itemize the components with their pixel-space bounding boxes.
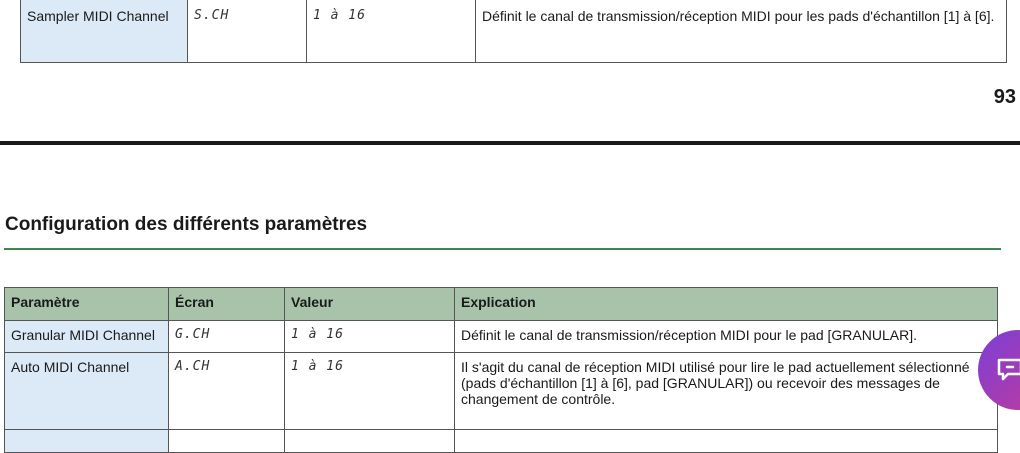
explanation-cell: Il s'agit du canal de réception MIDI utilisé pour lire le pad actuellement sélectionné (pads d'échantillon [1] à [6], pad [GRANULAR]) ou recevoir des messages de changement de contrôle.	[455, 353, 998, 430]
header-screen: Écran	[169, 288, 285, 321]
table-row	[5, 321, 998, 353]
screen-cell: G.CH	[169, 321, 285, 353]
param-cell: Sampler MIDI Channel	[21, 0, 188, 63]
value-cell: 1 à 16	[285, 321, 455, 353]
parameters-table	[4, 287, 998, 453]
section-rule	[4, 248, 1001, 250]
table-header-row	[5, 288, 998, 321]
chat-bubble-icon	[996, 356, 1020, 384]
table-row	[21, 0, 1007, 63]
table-row	[5, 353, 998, 430]
screen-cell: S.CH	[188, 0, 307, 63]
screen-cell: A.CH	[169, 353, 285, 430]
param-cell: Granular MIDI Channel	[5, 321, 169, 353]
header-param: Paramètre	[5, 288, 169, 321]
value-cell: 1 à 16	[285, 353, 455, 430]
param-cell: Auto MIDI Channel	[5, 353, 169, 430]
page-number: 93	[993, 86, 1016, 108]
section-title: Configuration des différents paramètres	[5, 214, 368, 235]
value-cell: 1 à 16	[307, 0, 476, 63]
table-row-partial	[5, 430, 998, 453]
header-value: Valeur	[285, 288, 455, 321]
explanation-cell: Définit le canal de transmission/réception MIDI pour le pad [GRANULAR].	[455, 321, 998, 353]
previous-page-table	[20, 0, 1007, 63]
page-divider	[0, 141, 1020, 145]
explanation-cell: Définit le canal de transmission/réception MIDI pour les pads d'échantillon [1] à [6].	[476, 0, 1007, 63]
header-explanation: Explication	[455, 288, 998, 321]
